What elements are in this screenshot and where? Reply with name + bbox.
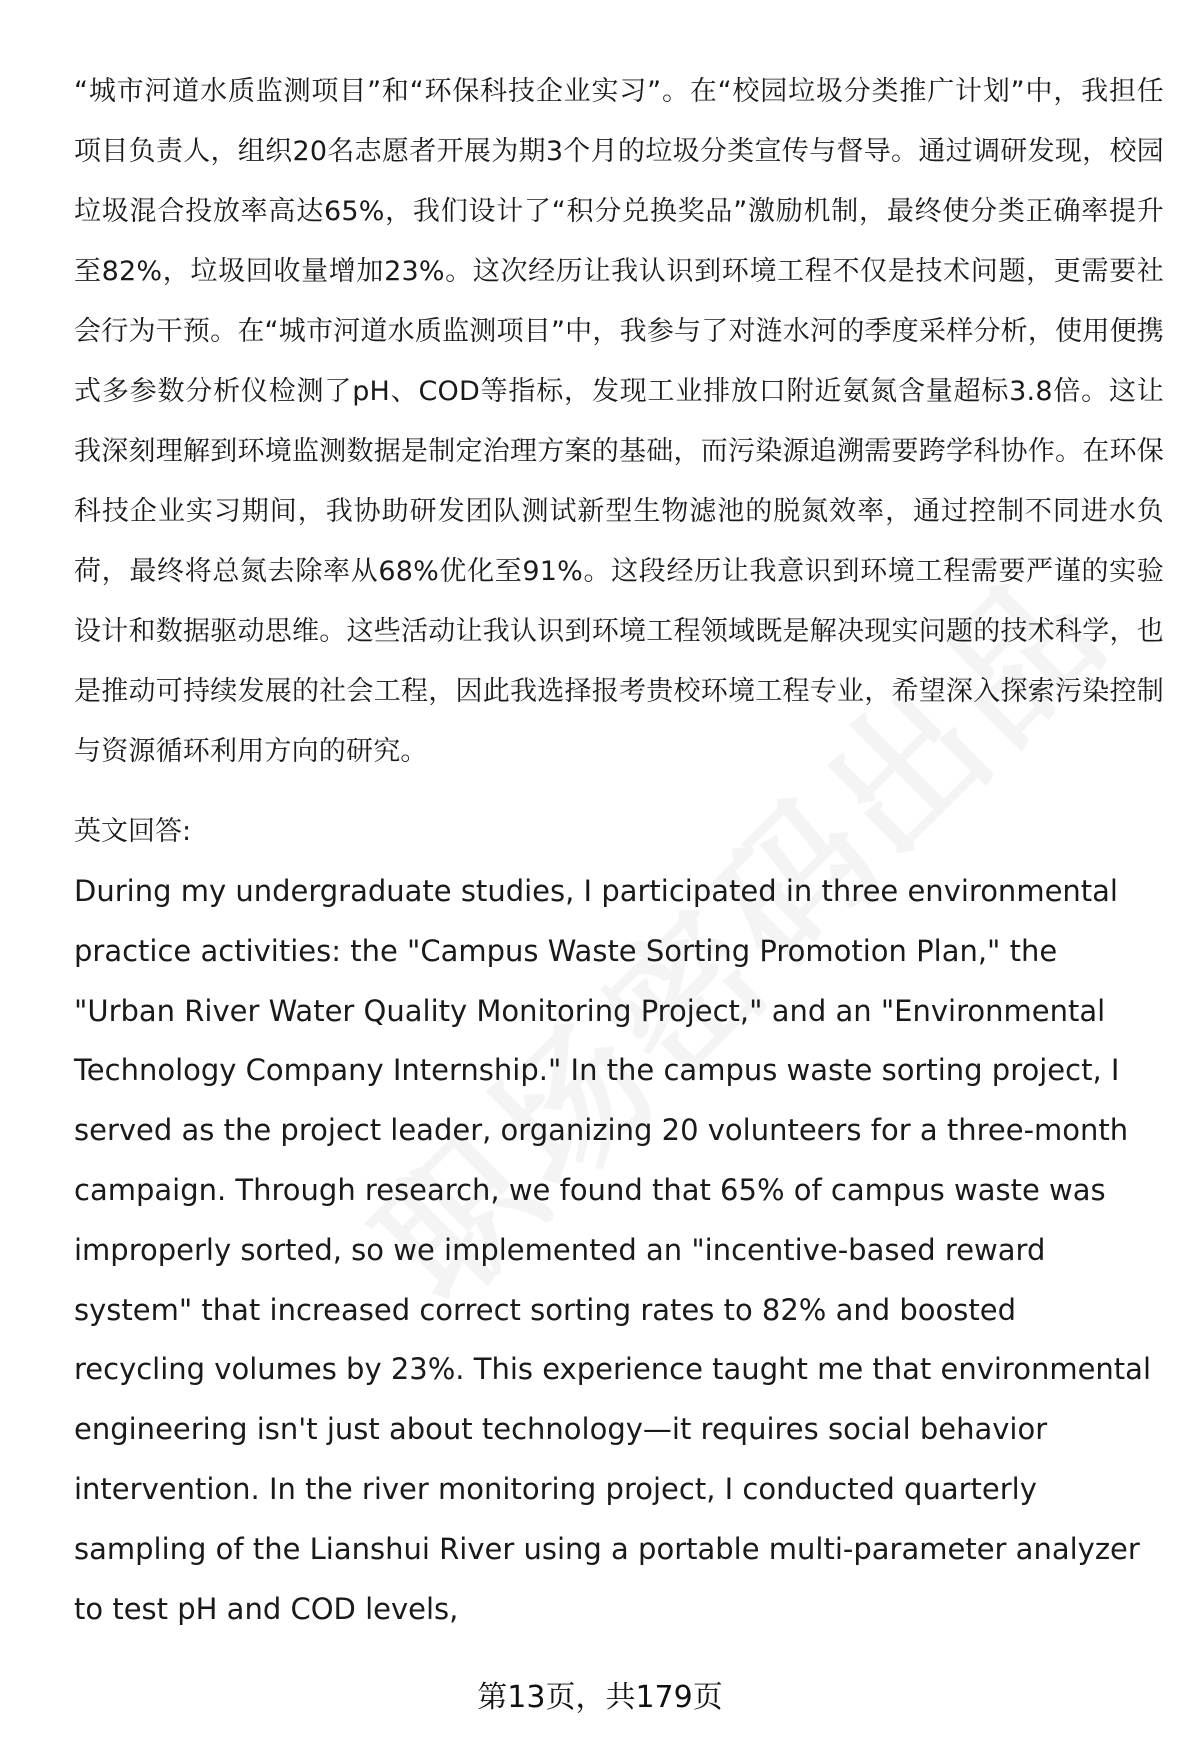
- document-body: [74, 62, 1164, 1639]
- page-footer: 第13页，共179页: [477, 1680, 723, 1715]
- chinese-answer-paragraph: “城市河道水质监测项目”和“环保科技企业实习”。在“校园垃圾分类推广计划”中，我担任项目负责人，组织20名志愿者开展为期3个月的垃圾分类宣传与督导。通过调研发现，校园垃圾混合投放率高达65%，我们设计了“积分兑换奖品”激励机制，最终使分类正确率提升至82%，垃圾回收量增加23%。这次经历让我认识到环境工程不仅是技术问题，更需要社会行为干预。在“城市河道水质监测项目”中，我参与了对涟水河的季度采样分析，使用便携式多参数分析仪检测了pH、COD等指标，发现工业排放口附近氨氮含量超标3.8倍。这让我深刻理解到环境监测数据是制定治理方案的基础，而污染源追溯需要跨学科协作。在环保科技企业实习期间，我协助研发团队测试新型生物滤池的脱氮效率，通过控制不同进水负荷，最终将总氮去除率从68%优化至91%。这段经历让我意识到环境工程需要严谨的实验设计和数据驱动思维。这些活动让我认识到环境工程领域既是解决现实问题的技术科学，也是推动可持续发展的社会工程，因此我选择报考贵校环境工程专业，希望深入探索污染控制与资源循环利用方向的研究。: [74, 76, 1164, 767]
- english-answer-paragraph: During my undergraduate studies, I participated in three environmental practice activities: the "Campus Waste Sorting Promotion Plan," the "Urban River Water Quality Monitoring Project," and an "Environmental Technology Company Internship." In the campus waste sorting project, I served as the project leader, organizing 20 volunteers for a three-month campaign. Through research, we found that 65% of campus waste was improperly sorted, so we implemented an "incentive-based reward system" that increased correct sorting rates to 82% and boosted recycling volumes by 23%. This experience taught me that environmental engineering isn't just about technology—it requires social behavior intervention. In the river monitoring project, I conducted quarterly sampling of the Lianshui River using a portable multi-parameter analyzer to test pH and COD levels,: [74, 874, 1152, 1626]
- english-answer-label: 英文回答:: [74, 816, 192, 847]
